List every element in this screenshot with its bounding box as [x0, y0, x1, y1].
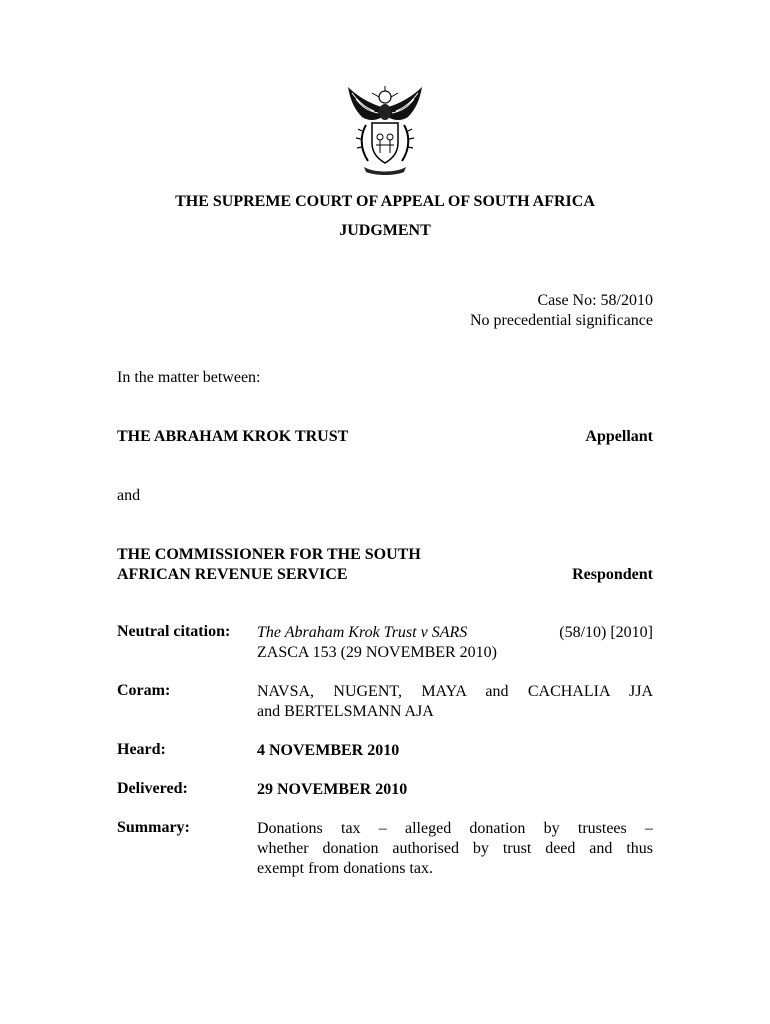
delivered-date: 29 NOVEMBER 2010 [257, 781, 408, 798]
citation-case-name: The Abraham Krok Trust v SARS [257, 624, 468, 641]
citation-reference: (58/10) [2010] [559, 624, 653, 641]
appellant-row [117, 428, 653, 446]
coram-value [257, 682, 653, 722]
neutral-citation-label: Neutral citation: [117, 623, 231, 640]
neutral-citation-value [257, 623, 653, 663]
heard-label: Heard: [117, 741, 166, 758]
respondent-name-line2: AFRICAN REVENUE SERVICE [117, 566, 348, 583]
heard-date: 4 NOVEMBER 2010 [257, 742, 400, 759]
citation-line2: ZASCA 153 (29 NOVEMBER 2010) [257, 644, 498, 661]
summary-line3: exempt from donations tax. [257, 860, 433, 877]
case-info [470, 291, 653, 331]
coram-label: Coram: [117, 682, 171, 699]
delivered-label: Delivered: [117, 780, 188, 797]
respondent-row [117, 545, 653, 585]
and-separator: and [117, 487, 141, 504]
coram-line1: NAVSA, NUGENT, MAYA and CACHALIA JJA [257, 683, 653, 700]
coat-of-arms-icon [342, 85, 428, 177]
respondent-name [117, 545, 421, 585]
appellant-role: Appellant [585, 428, 653, 445]
matter-intro: In the matter between: [117, 369, 261, 386]
summary-line1: Donations tax – alleged donation by trustees – [257, 820, 653, 837]
respondent-role: Respondent [572, 566, 653, 583]
case-number: Case No: 58/2010 [537, 292, 653, 309]
precedential-significance: No precedential significance [469, 312, 653, 329]
document-type-heading: JUDGMENT [339, 222, 431, 239]
respondent-name-line1: THE COMMISSIONER FOR THE SOUTH [117, 546, 421, 563]
appellant-name: THE ABRAHAM KROK TRUST [117, 428, 349, 445]
summary-line2: whether donation authorised by trust deed and thus [257, 840, 653, 857]
summary-text [257, 819, 653, 879]
coram-line2: and BERTELSMANN AJA [257, 703, 434, 720]
court-title: THE SUPREME COURT OF APPEAL OF SOUTH AFRICA [175, 193, 595, 210]
summary-label: Summary: [117, 819, 190, 836]
